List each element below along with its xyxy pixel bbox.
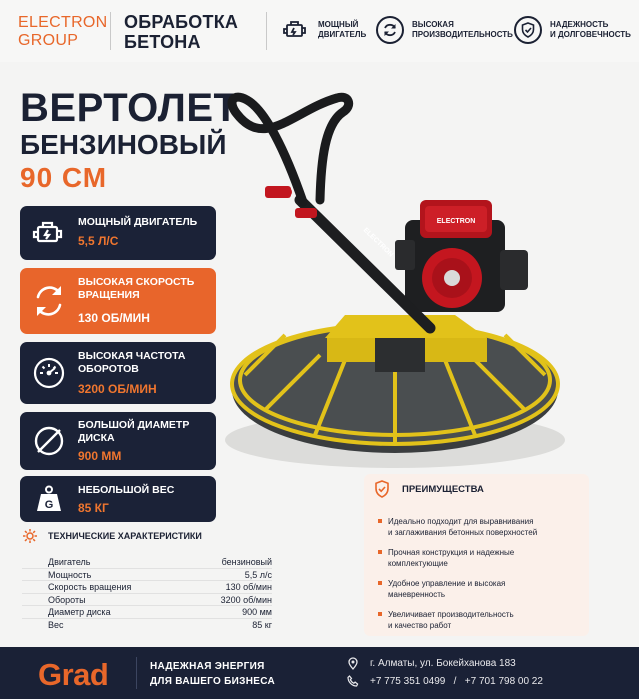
rotation-icon xyxy=(28,280,70,322)
address-text: г. Алматы, ул. Бокейханова 183 xyxy=(370,658,516,669)
advantage-item xyxy=(378,609,514,631)
spec-value: бензиновый xyxy=(221,557,272,567)
category-line-1: ОБРАБОТКА xyxy=(124,12,239,32)
address xyxy=(346,657,516,670)
feature-label: МОЩНЫЙ xyxy=(318,20,359,29)
feature-label: ДВИГАТЕЛЬ xyxy=(318,30,367,39)
card-label: ВЫСОКАЯ ЧАСТОТА xyxy=(78,350,186,362)
specs-title: ТЕХНИЧЕСКИЕ ХАРАКТЕРИСТИКИ xyxy=(48,531,202,541)
spec-name: Вес xyxy=(48,619,64,630)
slogan xyxy=(150,659,275,689)
feature-label: И ДОЛГОВЕЧНОСТЬ xyxy=(550,30,631,39)
card-label: БОЛЬШОЙ ДИАМЕТР xyxy=(78,419,190,431)
weight-icon xyxy=(28,478,70,520)
card-label: ОБОРОТОВ xyxy=(78,363,139,375)
brand-line-2: GROUP xyxy=(18,32,79,49)
footer xyxy=(0,647,639,699)
card-rotation-speed xyxy=(20,268,216,334)
engine-brand-label: ELECTRON xyxy=(436,218,476,225)
brand-line-1: ELECTRON xyxy=(18,14,108,31)
title-line-1: ВЕРТОЛЕТ xyxy=(20,86,239,130)
card-label: ВРАЩЕНИЯ xyxy=(78,289,140,301)
card-label: ДИСКА xyxy=(78,432,115,444)
divider xyxy=(136,657,137,689)
feature-performance xyxy=(376,16,513,44)
slogan-line: НАДЕЖНАЯ ЭНЕРГИЯ xyxy=(150,661,265,672)
technical-specs xyxy=(22,528,272,632)
title-size: 90 СМ xyxy=(20,162,108,193)
spec-name: Мощность xyxy=(48,569,92,580)
feature-reliability xyxy=(514,16,631,44)
phone-numbers[interactable]: +7 775 351 0499 / +7 701 798 00 22 xyxy=(370,675,543,687)
specs-table xyxy=(22,556,272,632)
grad-logo: Grad xyxy=(38,657,109,692)
spec-value: 130 об/мин xyxy=(225,582,272,593)
card-label: НЕБОЛЬШОЙ ВЕС xyxy=(78,484,175,496)
spec-row xyxy=(22,594,272,607)
header xyxy=(0,0,639,62)
advantage-text: маневренность xyxy=(388,590,446,599)
feature-label: НАДЕЖНОСТЬ xyxy=(550,20,609,29)
speedometer-icon xyxy=(28,352,70,394)
weight-icon-glyph: G xyxy=(44,499,54,511)
card-label: ВЫСОКАЯ СКОРОСТЬ xyxy=(78,276,195,288)
location-pin-icon xyxy=(346,657,360,670)
advantage-text: Идеально подходит для выравнивания xyxy=(388,517,534,526)
gear-icon xyxy=(22,528,38,544)
engine-icon xyxy=(282,16,310,44)
spec-row xyxy=(22,556,272,569)
spec-name: Диаметр диска xyxy=(48,607,111,618)
shaft-brand-label: ELECTRON xyxy=(361,226,395,259)
phones xyxy=(346,675,543,687)
advantage-text: комплектующие xyxy=(388,559,448,568)
title-line-2: БЕНЗИНОВЫЙ xyxy=(20,129,227,160)
card-weight xyxy=(20,476,216,522)
advantage-item xyxy=(378,547,514,569)
card-value: 3200 ОБ/МИН xyxy=(78,382,157,396)
divider xyxy=(266,12,267,50)
category-line-2: БЕТОНА xyxy=(124,32,201,52)
spec-row xyxy=(22,606,272,619)
engine-icon xyxy=(28,212,70,254)
advantage-text: Удобное управление и высокая xyxy=(388,579,506,588)
advantages-panel xyxy=(364,474,589,636)
advantage-text: и качество работ xyxy=(388,621,452,630)
card-value: 5,5 Л/С xyxy=(78,234,119,248)
divider xyxy=(110,12,111,50)
feature-label: ПРОИЗВОДИТЕЛЬНОСТЬ xyxy=(412,30,513,39)
advantage-text: и заглаживания бетонных поверхностей xyxy=(388,528,538,537)
advantage-item xyxy=(378,516,537,538)
product-title xyxy=(20,88,238,194)
feature-label: ВЫСОКАЯ xyxy=(412,20,454,29)
card-disc-diameter xyxy=(20,412,216,470)
card-value: 85 КГ xyxy=(78,501,109,515)
spec-row xyxy=(22,569,272,582)
card-engine xyxy=(20,206,216,260)
spec-value: 85 кг xyxy=(252,619,272,630)
feature-engine xyxy=(282,16,366,44)
advantages-title: ПРЕИМУЩЕСТВА xyxy=(402,483,484,495)
brand-logo xyxy=(18,14,108,50)
power-trowel-image xyxy=(225,90,635,500)
card-label: МОЩНЫЙ ДВИГАТЕЛЬ xyxy=(78,216,198,228)
spec-name: Скорость вращения xyxy=(48,582,132,593)
card-value: 900 ММ xyxy=(78,449,122,463)
card-value: 130 ОБ/МИН xyxy=(78,311,150,325)
spec-row xyxy=(22,581,272,594)
spec-value: 5,5 л/с xyxy=(244,569,272,580)
advantage-text: Прочная конструкция и надежные xyxy=(388,548,515,557)
shield-check-icon xyxy=(374,480,390,498)
shield-check-icon xyxy=(514,16,542,44)
spec-row xyxy=(22,619,272,632)
card-engine-rpm xyxy=(20,342,216,404)
spec-value: 900 мм xyxy=(242,607,272,618)
spec-name: Обороты xyxy=(48,594,86,605)
category-title xyxy=(124,12,238,52)
advantage-item xyxy=(378,578,505,600)
spec-value: 3200 об/мин xyxy=(220,594,272,605)
spec-name: Двигатель xyxy=(48,557,91,567)
slogan-line: ДЛЯ ВАШЕГО БИЗНЕСА xyxy=(150,676,275,687)
rotation-icon xyxy=(376,16,404,44)
diameter-icon xyxy=(28,420,70,462)
advantage-text: Увеличивает производительность xyxy=(388,610,514,619)
phone-icon xyxy=(346,675,360,687)
